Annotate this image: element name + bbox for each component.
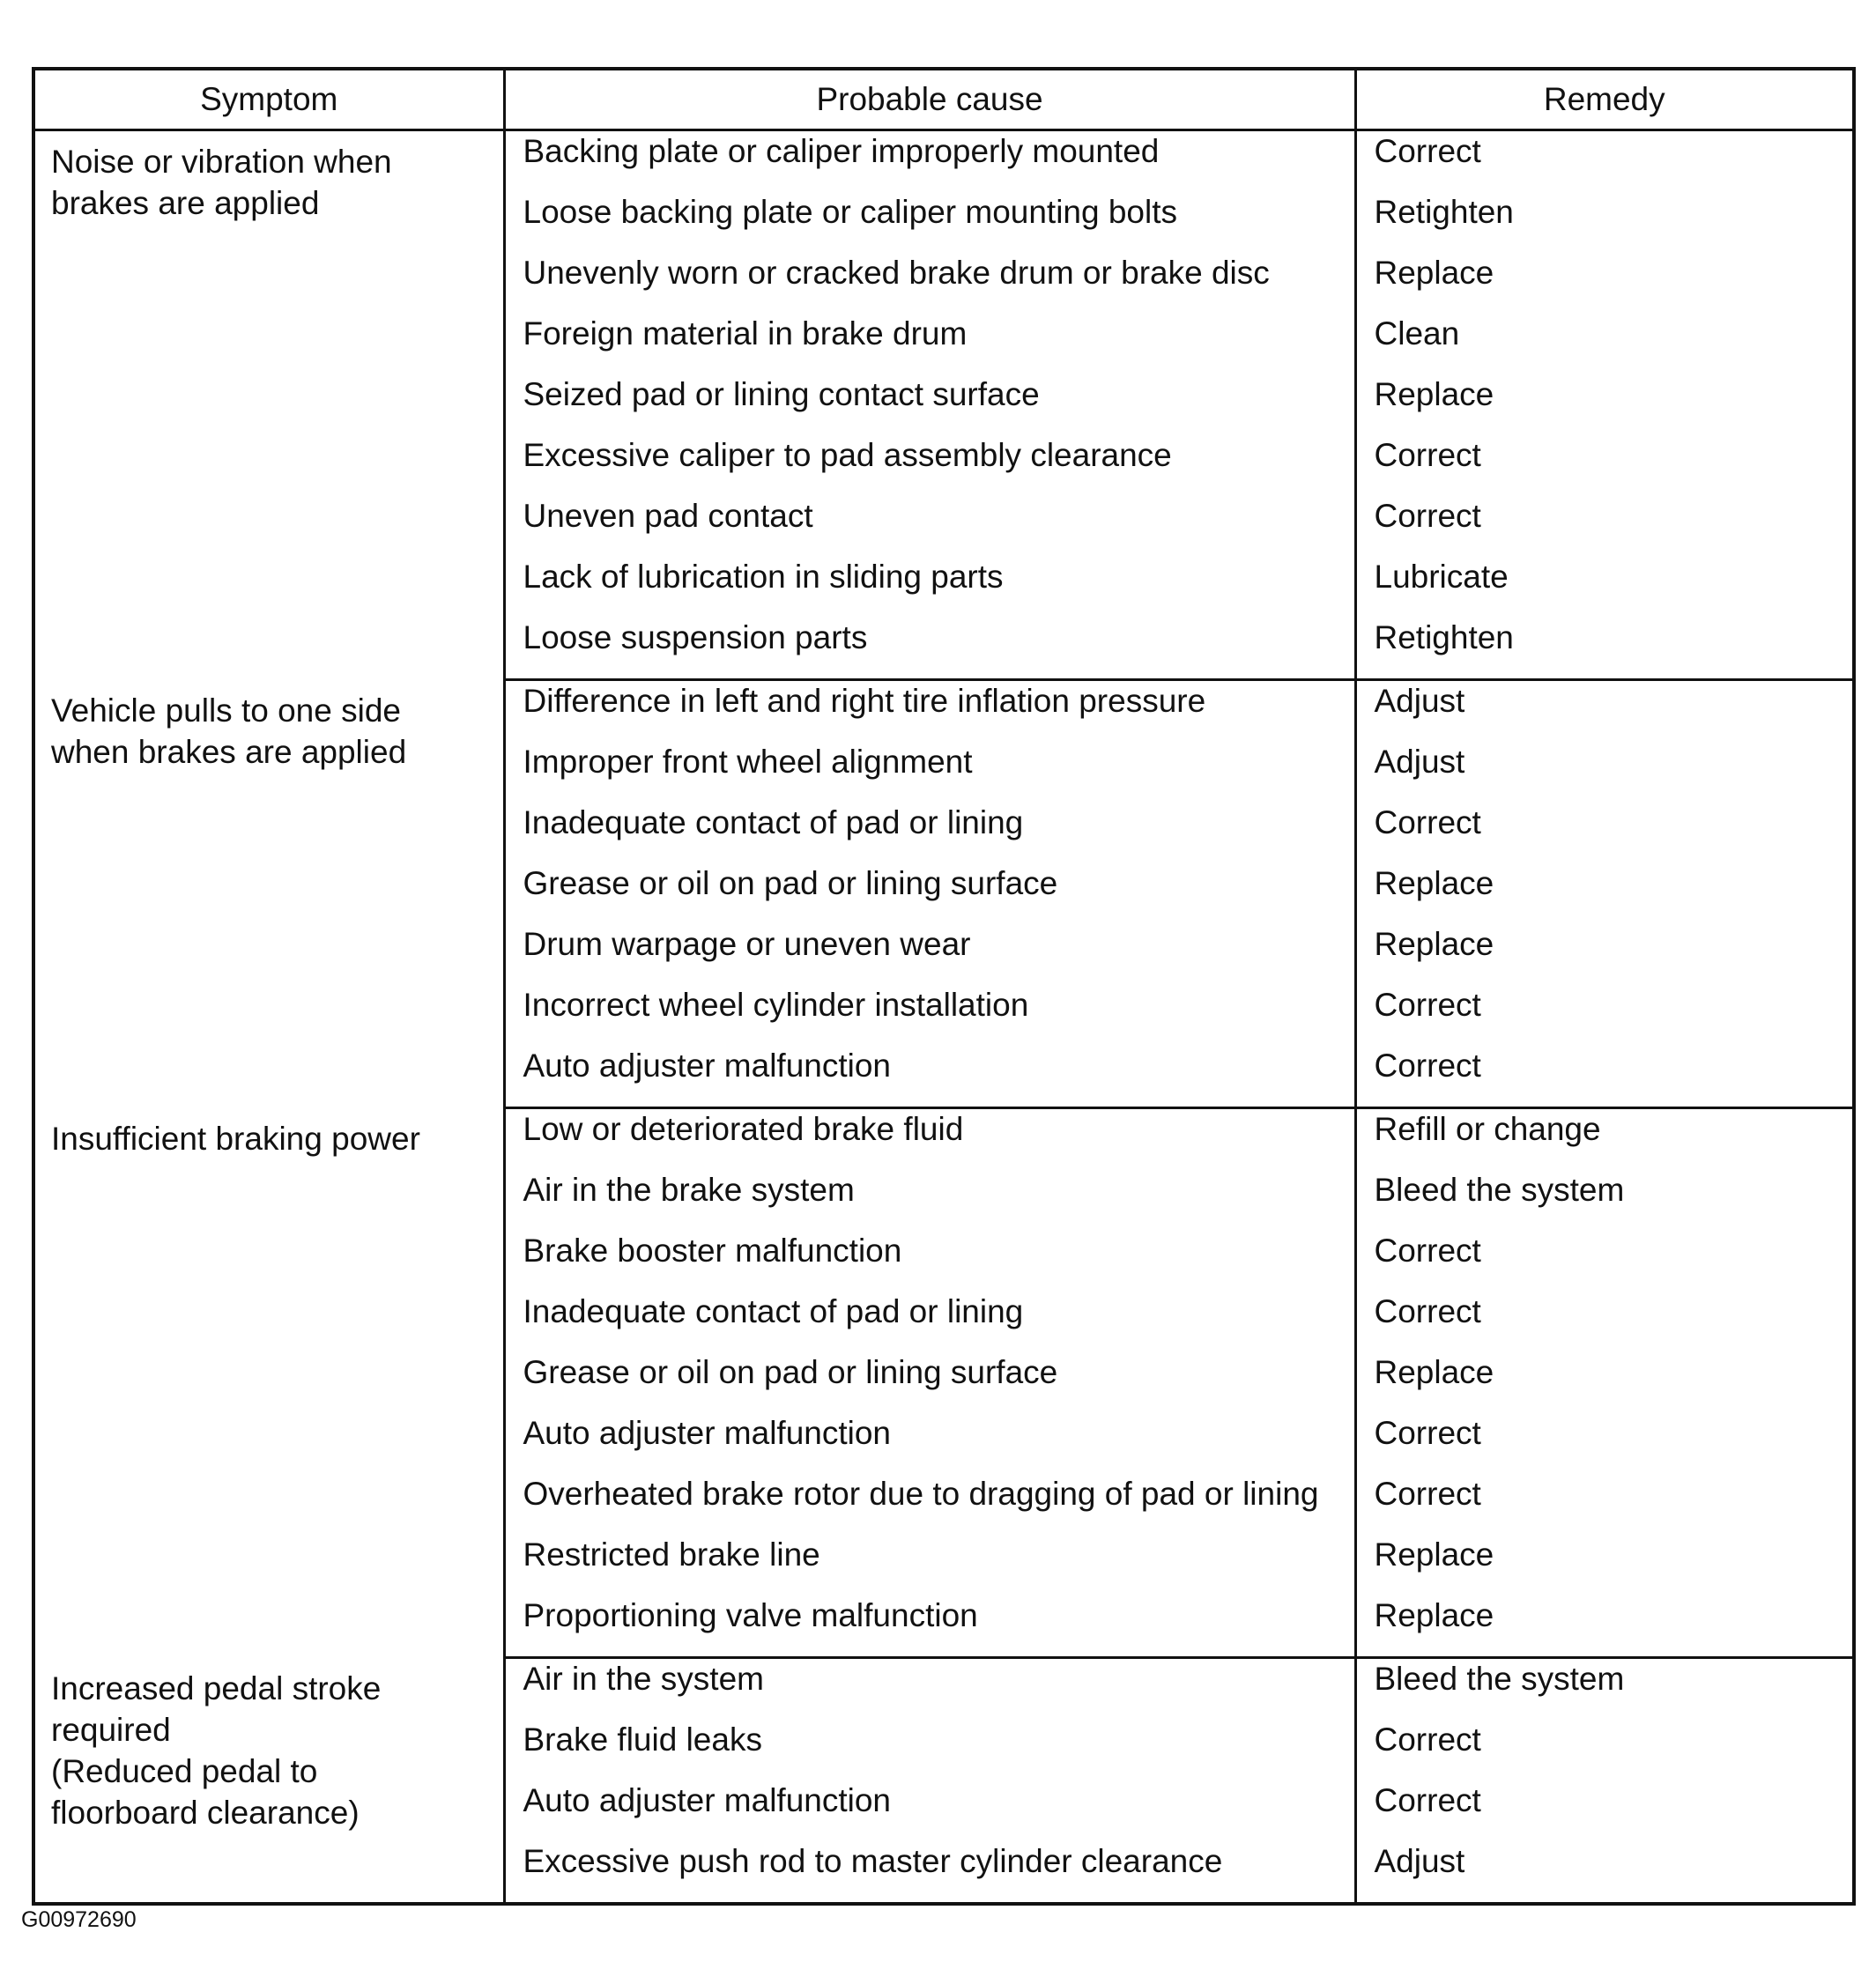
cause-cell: Proportioning valve malfunction [504,1595,1355,1658]
cause-cell: Inadequate contact of pad or lining [504,803,1355,863]
remedy-cell: Replace [1355,924,1854,985]
remedy-cell: Adjust [1355,742,1854,803]
cause-cell: Auto adjuster malfunction [504,1780,1355,1841]
cause-cell: Restricted brake line [504,1535,1355,1595]
table-row [33,130,1854,193]
cause-cell: Unevenly worn or cracked brake drum or brake disc [504,253,1355,314]
cause-cell: Foreign material in brake drum [504,314,1355,374]
cause-cell: Auto adjuster malfunction [504,1413,1355,1474]
cause-cell: Backing plate or caliper improperly mounted [504,130,1355,193]
header-remedy: Remedy [1355,69,1854,130]
remedy-cell: Correct [1355,1474,1854,1535]
header-probable-cause: Probable cause [504,69,1355,130]
remedy-cell: Adjust [1355,680,1854,743]
cause-cell: Low or deteriorated brake fluid [504,1108,1355,1171]
symptom-line: floorboard clearance) [51,1794,360,1831]
remedy-cell: Replace [1355,374,1854,435]
cause-cell: Uneven pad contact [504,496,1355,557]
remedy-cell: Refill or change [1355,1108,1854,1171]
remedy-cell: Replace [1355,1352,1854,1413]
table-row [33,1108,1854,1171]
cause-cell: Air in the system [504,1658,1355,1721]
symptom-cell: Vehicle pulls to one side when brakes are applied [33,680,504,1108]
remedy-cell: Correct [1355,1046,1854,1108]
remedy-cell: Correct [1355,1413,1854,1474]
cause-cell: Lack of lubrication in sliding parts [504,557,1355,618]
cause-cell: Brake fluid leaks [504,1720,1355,1780]
cause-cell: Incorrect wheel cylinder installation [504,985,1355,1046]
table-row [33,680,1854,743]
remedy-cell: Retighten [1355,618,1854,680]
figure-id: G00972690 [21,1907,137,1932]
cause-cell: Loose backing plate or caliper mounting bolts [504,192,1355,253]
remedy-cell: Replace [1355,1595,1854,1658]
symptom-line: Increased pedal stroke [51,1669,382,1706]
cause-cell: Inadequate contact of pad or lining [504,1292,1355,1352]
remedy-cell: Replace [1355,1535,1854,1595]
troubleshooting-document [32,67,1852,1906]
remedy-cell: Correct [1355,1292,1854,1352]
cause-cell: Excessive push rod to master cylinder clearance [504,1841,1355,1904]
remedy-cell: Correct [1355,1231,1854,1292]
cause-cell: Auto adjuster malfunction [504,1046,1355,1108]
table-row [33,1658,1854,1721]
remedy-cell: Retighten [1355,192,1854,253]
remedy-cell: Clean [1355,314,1854,374]
cause-cell: Air in the brake system [504,1170,1355,1231]
cause-cell: Seized pad or lining contact surface [504,374,1355,435]
remedy-cell: Correct [1355,803,1854,863]
cause-cell: Excessive caliper to pad assembly clearance [504,435,1355,496]
remedy-cell: Correct [1355,130,1854,193]
header-row [33,69,1854,130]
symptom-cell [33,1658,504,1905]
cause-cell: Grease or oil on pad or lining surface [504,863,1355,924]
symptom-line: required [51,1711,171,1748]
cause-cell: Loose suspension parts [504,618,1355,680]
remedy-cell: Correct [1355,496,1854,557]
remedy-cell: Bleed the system [1355,1658,1854,1721]
remedy-cell: Replace [1355,863,1854,924]
remedy-cell: Bleed the system [1355,1170,1854,1231]
symptom-cell: Insufficient braking power [33,1108,504,1658]
remedy-cell: Correct [1355,435,1854,496]
remedy-cell: Replace [1355,253,1854,314]
cause-cell: Improper front wheel alignment [504,742,1355,803]
remedy-cell: Correct [1355,985,1854,1046]
cause-cell: Difference in left and right tire inflation pressure [504,680,1355,743]
cause-cell: Grease or oil on pad or lining surface [504,1352,1355,1413]
remedy-cell: Adjust [1355,1841,1854,1904]
remedy-cell: Correct [1355,1780,1854,1841]
symptom-line: (Reduced pedal to [51,1752,318,1789]
cause-cell: Brake booster malfunction [504,1231,1355,1292]
header-symptom: Symptom [33,69,504,130]
symptom-cell: Noise or vibration when brakes are applied [33,130,504,680]
cause-cell: Overheated brake rotor due to dragging of pad or lining [504,1474,1355,1535]
cause-cell: Drum warpage or uneven wear [504,924,1355,985]
troubleshooting-table [32,67,1856,1906]
remedy-cell: Lubricate [1355,557,1854,618]
remedy-cell: Correct [1355,1720,1854,1780]
